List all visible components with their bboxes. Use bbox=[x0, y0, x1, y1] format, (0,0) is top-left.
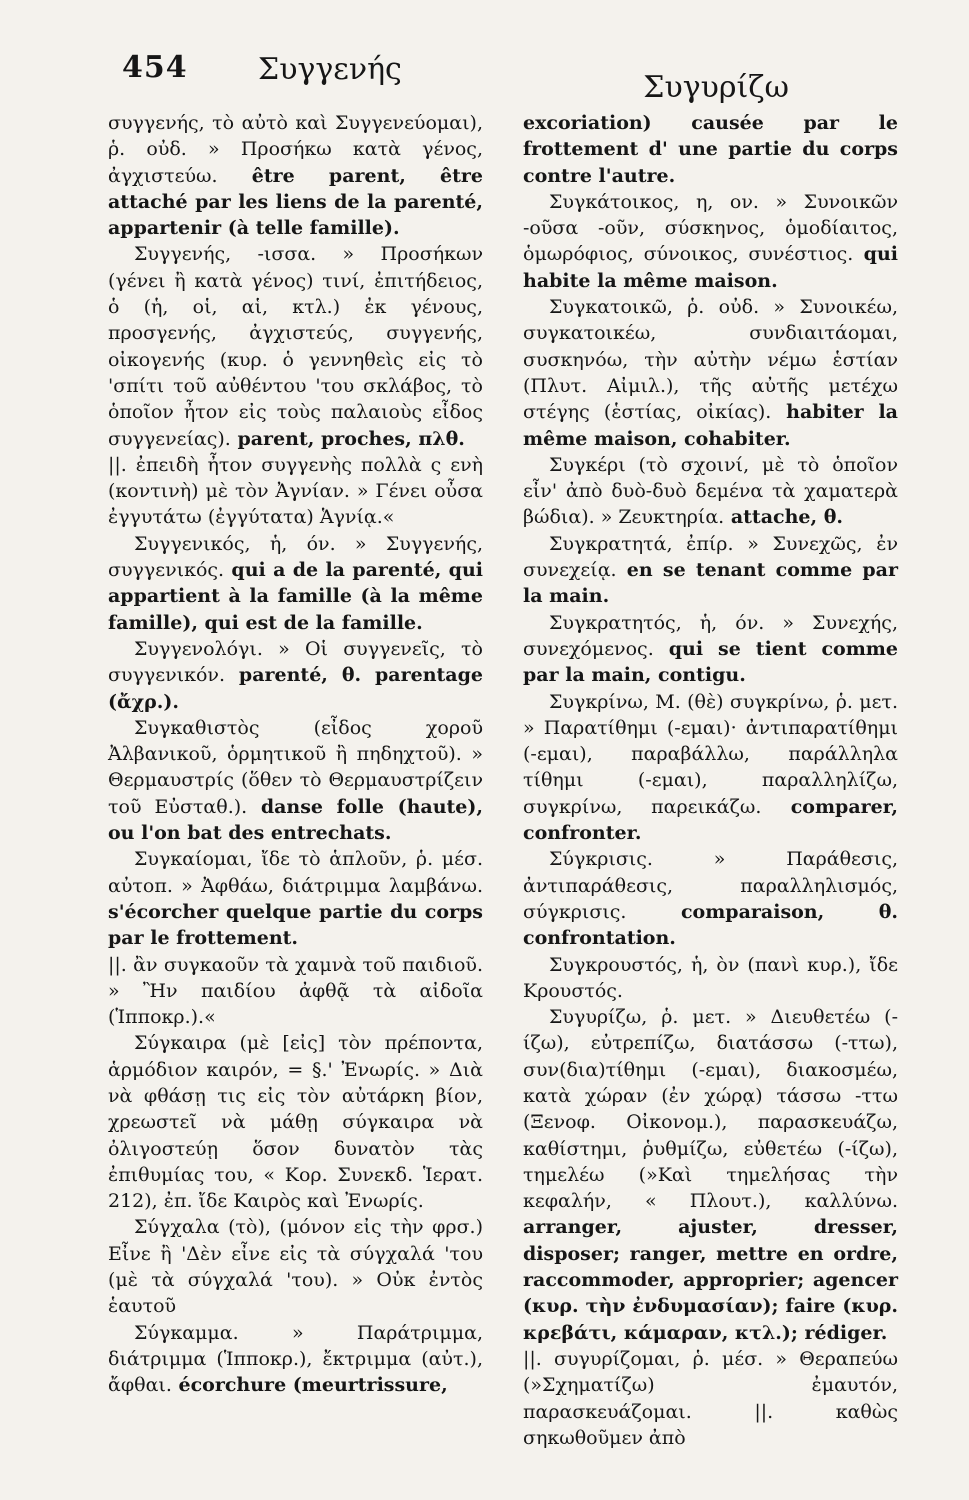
entry-greek-text: ||. ἂν συγκαοῦν τὰ χαμνὰ τοῦ παιδιοῦ. » Ἢν παιδίου ἀφθᾷ τὰ αἰδοῖα (Ἱπποκρ.).« bbox=[108, 953, 483, 1029]
dictionary-entry bbox=[108, 452, 483, 531]
entry-greek-text: Σύγκαμμα. » Παράτριμμα, διάτριμμα (Ἱπποκρ.), ἔκτριμμα (αὐτ.), ἄφθαι. bbox=[108, 1321, 483, 1397]
dictionary-entry bbox=[523, 294, 898, 452]
entry-greek-text: Συγκρίνω, Μ. (θὲ) συγκρίνω, ῥ. μετ. » Παρατίθημι (-εμαι)· ἀντιπαρατίθημι (-εμαι), παραβάλλω, παράλληλα τίθημι (-εμαι), παραλληλίζω, συγκρίνω, παρεικάζω. bbox=[523, 690, 898, 818]
entry-french-gloss: parent, proches, πλθ. bbox=[230, 427, 465, 450]
entry-french-gloss: attache, θ. bbox=[724, 506, 843, 529]
entry-greek-text: Σύγκρισις. » Παράθεσις, ἀντιπαράθεσις, παραλληλισμός, σύγκρισις. bbox=[523, 848, 898, 923]
dictionary-entry bbox=[108, 636, 483, 715]
dictionary-entry bbox=[523, 610, 898, 689]
left-guide-word: Συγγενής bbox=[258, 52, 402, 87]
entry-greek-text: ||. ἐπειδὴ ἦτον συγγενὴς πολλὰ ς ενὴ (κοντινὴ) μὲ τὸν Ἀγνίαν. » Γένει οὖσα ἐγγυτάτω (ἐγγύτατα) Ἁγνίᾳ.« bbox=[108, 453, 483, 529]
columns bbox=[108, 110, 939, 1451]
dictionary-entry bbox=[108, 952, 483, 1031]
right-guide-word: Συγυρίζω bbox=[643, 70, 789, 105]
dictionary-entry bbox=[523, 452, 898, 531]
entry-french-gloss: en se tenant comme par la main. bbox=[523, 559, 898, 608]
entry-greek-text: Συγκατοικῶ, ῥ. οὐδ. » Συνοικέω, συγκατοικέω, συνδιαιτάομαι, συσκηνόω, τὴν αὐτὴν νέμω ἑστίαν (Πλυτ. Αἰμιλ.), τῆς αὐτῆς μετέχω στέγης (ἑστίας, οἰκίας). bbox=[523, 296, 898, 424]
dictionary-entry bbox=[523, 1346, 898, 1451]
dictionary-entry bbox=[108, 1320, 483, 1399]
entry-greek-text: Σύγκαιρα (μὲ [εἰς] τὸν πρέποντα, ἁρμόδιον καιρόν, = §.' Ἐνωρίς. » Διὰ νὰ φθάσῃ τις εἰς τὸν αὐτάρκη βίον, χρεωστεῖ νὰ μάθῃ σύγκαιρα νὰ ὀλιγοστεύῃ ὅσον δυνατὸν τὰς ἐπιθυμίας του, « Κορ. Συνεκδ. Ἱερατ. 212), ἐπ. ἴδε Καιρὸς καὶ Ἐνωρίς. bbox=[108, 1032, 483, 1213]
entry-greek-text: Συγγενής, -ισσα. » Προσήκων (γένει ἢ κατὰ γένος) τινί, ἐπιτήδειος, ὁ (ἡ, οἱ, αἱ, κτλ.) ἐκ γένους, προσγενής, ἀγχιστεύς, συγγενής, οἰκογενής (κυρ. ὁ γεννηθεὶς εἰς τὸ 'σπίτι τοῦ αὐθέντου 'του σκλάβος, τὸ ὁποῖον ἦτον εἰς τοὺς παλαιοὺς εἶδος συγγενείας). bbox=[108, 243, 483, 450]
entry-greek-text: ||. συγυρίζομαι, ῥ. μέσ. » Θεραπεύω (»Σχηματίζω) ἐμαυτόν, παρασκευάζομαι. ||. καθὼς σηκωθοῦμεν ἀπὸ bbox=[523, 1347, 898, 1449]
dictionary-entry bbox=[108, 1030, 483, 1214]
entry-french-gloss: comparer, confronter. bbox=[523, 795, 898, 845]
entry-french-gloss: habiter la même maison, cohabiter. bbox=[523, 401, 898, 450]
dictionary-entry bbox=[523, 689, 898, 847]
entry-greek-text: συγγενής, τὸ αὐτὸ καὶ Συγγενεύομαι), ῥ. οὐδ. » Προσήκω κατὰ γένος, ἀγχιστεύω. bbox=[108, 112, 483, 187]
dictionary-entry bbox=[523, 1004, 898, 1346]
right-column bbox=[523, 110, 898, 1451]
dictionary-entry bbox=[108, 715, 483, 846]
entry-french-gloss: parenté, θ. parentage (ἄχρ.). bbox=[108, 664, 483, 713]
entry-greek-text: Συγκέρι (τὸ σχοινί, μὲ τὸ ὁποῖον εἶν' ἀπὸ δυὸ-δυὸ δεμένα τὰ χαματερὰ βώδια). » Ζευκτηρία. bbox=[523, 453, 898, 529]
dictionary-entry bbox=[108, 531, 483, 636]
dictionary-entry bbox=[108, 110, 483, 241]
entry-french-gloss: excoriation) causée par le frottement d' une partie du corps contre l'autre. bbox=[523, 112, 898, 187]
entry-french-gloss: qui se tient comme par la main, contigu. bbox=[523, 637, 898, 687]
dictionary-entry bbox=[523, 189, 898, 294]
page-header bbox=[108, 40, 939, 110]
dictionary-entry bbox=[108, 241, 483, 451]
entry-french-gloss: être parent, être attaché par les liens de la parenté, appartenir (à telle famille). bbox=[108, 164, 483, 240]
dictionary-entry bbox=[108, 846, 483, 951]
entry-french-gloss: qui habite la même maison. bbox=[523, 243, 898, 292]
dictionary-entry bbox=[523, 952, 898, 1005]
entry-french-gloss: arranger, ajuster, dresser, disposer; ranger, mettre en ordre, raccommoder, approprier; agencer (κυρ. τὴν ἐνδυμασίαν); faire (κυρ. κρεβάτι, κάμαραν, κτλ.); rédiger. bbox=[523, 1216, 898, 1344]
entry-greek-text: Συγκάτοικος, η, ον. » Συνοικῶν -οῦσα -οῦν, σύσκηνος, ὁμοδίαιτος, ὁμωρόφιος, σύνοικος, συνέστιος. bbox=[523, 190, 898, 266]
entry-greek-text: Συγκρατητά, ἐπίρ. » Συνεχῶς, ἐν συνεχείᾳ. bbox=[523, 532, 898, 582]
dictionary-entry bbox=[108, 1214, 483, 1319]
entry-greek-text: Συγκρατητός, ἡ, όν. » Συνεχής, συνεχόμενος. bbox=[523, 611, 898, 660]
entry-greek-text: Συγκαίομαι, ἴδε τὸ ἁπλοῦν, ῥ. μέσ. αὐτοπ. » Ἀφθάω, διάτριμμα λαμβάνω. bbox=[108, 848, 483, 897]
entry-greek-text: Συγκρουστός, ἡ, ὸν (πανὶ κυρ.), ἴδε Κρουστός. bbox=[523, 953, 898, 1002]
entry-greek-text: Συγκαθιστὸς (εἶδος χοροῦ Ἀλβανικοῦ, ὁρμητικοῦ ἢ πηδηχτοῦ). » Θερμαυστρίς (ὅθεν τὸ Θερμαυστρίζειν τοῦ Εὐσταθ.). bbox=[108, 716, 483, 818]
entry-french-gloss: comparaison, θ. confrontation. bbox=[523, 900, 898, 950]
left-column bbox=[108, 110, 483, 1451]
entry-french-gloss: s'écorcher quelque partie du corps par le frottement. bbox=[108, 900, 483, 950]
entry-french-gloss: qui a de la parenté, qui appartient à la famille (à la même famille), qui est de la famille. bbox=[108, 559, 483, 634]
entry-french-gloss: écorchure (meurtrissure, bbox=[171, 1374, 448, 1397]
entry-greek-text: Συγυρίζω, ῥ. μετ. » Διευθετέω (-ίζω), εὐτρεπίζω, διατάσσω (-ττω), συν(δια)τίθημι (-εμαι), διακοσμέω, κατὰ χώραν (ἐν χώρᾳ) τάσσω -ττω (Ξενοφ. Οἰκονομ.), παρασκευάζω, καθίστημι, ῥυθμίζω, εὐθετέω (-ίζω), τημελέω (»Καὶ τημελήσας τὴν κεφαλήν, « Πλουτ.), καλλύνω. bbox=[523, 1006, 898, 1213]
dictionary-entry bbox=[523, 531, 898, 610]
dictionary-entry bbox=[523, 110, 898, 189]
entry-greek-text: Συγγενικός, ἡ, όν. » Συγγενής, συγγενικός. bbox=[108, 532, 483, 582]
entry-greek-text: Συγγενολόγι. » Οἱ συγγενεῖς, τὸ συγγενικόν. bbox=[108, 637, 483, 687]
entry-french-gloss: danse folle (haute), ou l'on bat des entrechats. bbox=[108, 795, 483, 845]
dictionary-entry bbox=[523, 846, 898, 951]
page-number: 454 bbox=[122, 50, 188, 85]
entry-greek-text: Σύγχαλα (τὸ), (μόνον εἰς τὴν φρσ.) Εἶνε ἢ 'Δὲν εἶνε εἰς τὰ σύγχαλά 'του (μὲ τὰ σύγχαλά 'του). » Οὐκ ἐντὸς ἑαυτοῦ bbox=[108, 1216, 483, 1318]
